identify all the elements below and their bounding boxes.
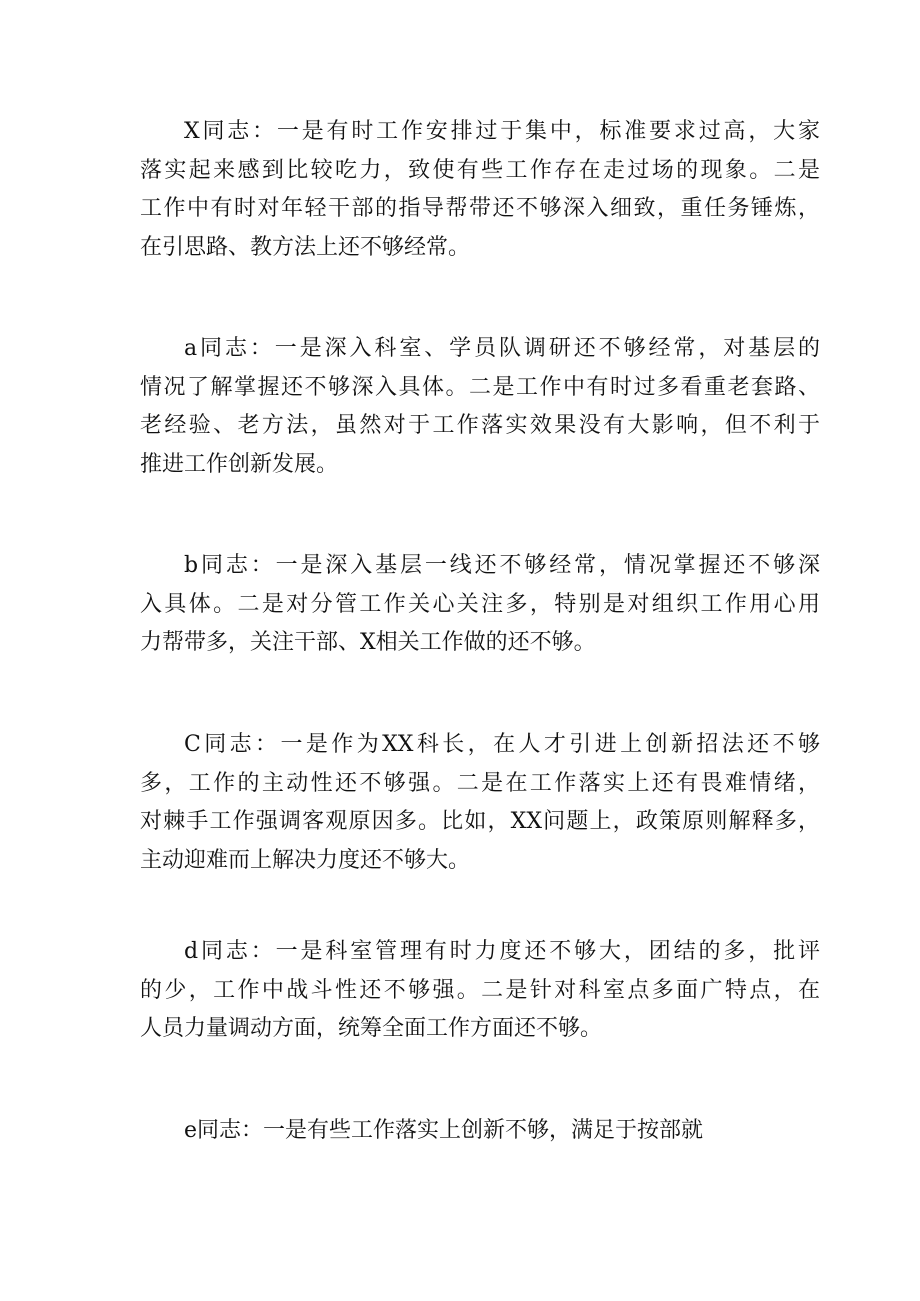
text-line: X同志：一是有时工作安排过于集中，标准要求过高，大家 [184,119,820,144]
text-line: 在引思路、教方法上还不够经常。 [140,234,471,260]
text-line: 落实起来感到比较吃力，致使有些工作存在走过场的现象。二是 [140,157,820,183]
text-line: 人员力量调动方面，统筹全面工作方面还不够。 [140,1016,603,1041]
paragraph-b [140,547,820,663]
text-line: 情况了解掌握还不够深入具体。二是工作中有时过多看重老套路、 [140,374,820,400]
paragraph-a [140,330,820,484]
text-line: 对棘手工作强调客观原因多。比如，XX问题上，政策原则解释多， [140,809,820,834]
text-line: 的少，工作中战斗性还不够强。二是针对科室点多面广特点，在 [140,977,820,1003]
text-line: 入具体。二是对分管工作关心关注多，特别是对组织工作用心用 [140,591,820,617]
text-line: 老经验、老方法，虽然对于工作落实效果没有大影响，但不利于 [140,413,820,438]
text-line: d同志：一是科室管理有时力度还不够大，团结的多，批评 [184,939,820,964]
paragraph-c [140,726,820,880]
text-line: a同志：一是深入科室、学员队调研还不够经常，对基层的 [184,336,820,361]
text-line: C同志：一是作为XX科长，在人才引进上创新招法还不够 [184,732,820,757]
paragraph-e [140,1112,820,1151]
text-line: e同志：一是有些工作落实上创新不够，满足于按部就 [184,1118,704,1143]
text-line: 力帮带多，关注干部、X相关工作做的还不够。 [140,630,596,655]
text-line: 工作中有时对年轻干部的指导帮带还不够深入细致，重任务锤炼， [140,196,820,221]
text-line: 推进工作创新发展。 [140,451,339,477]
text-line: 主动迎难而上解决力度还不够大。 [140,847,471,873]
text-line: 多，工作的主动性还不够强。二是在工作落实上还有畏难情绪， [140,770,820,796]
paragraph-d [140,933,820,1049]
text-line: b同志：一是深入基层一线还不够经常，情况掌握还不够深 [184,553,820,578]
paragraph-x [140,113,820,267]
